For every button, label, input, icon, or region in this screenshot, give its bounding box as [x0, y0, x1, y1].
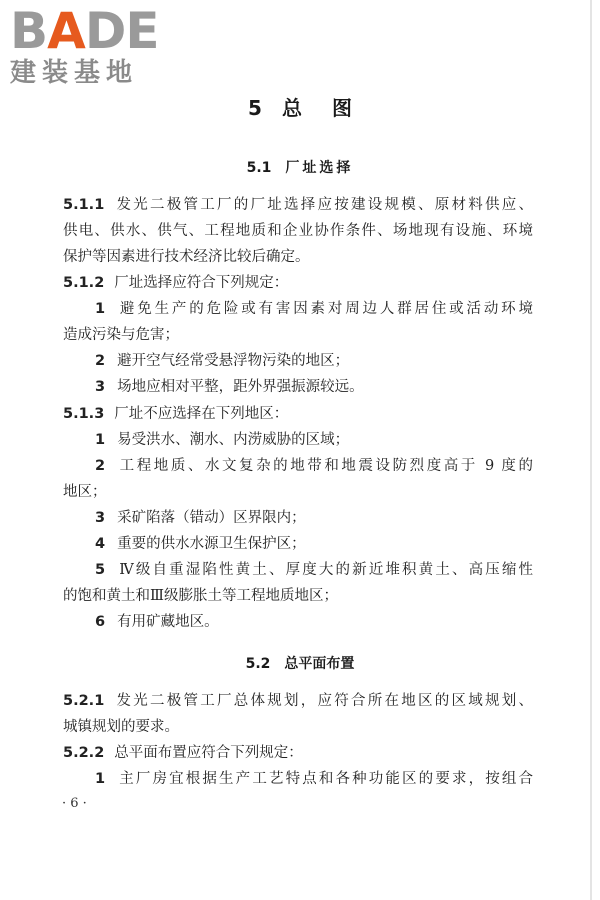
clause-text: 发光二极管工厂的厂址选择应按建设规模、原材料供应、 [114, 197, 533, 213]
item-5-1-3-5-line-2: 的饱和黄土和Ⅲ级膨胀土等工程地质地区； [63, 588, 338, 604]
item-number: 1 [95, 771, 106, 787]
section-title: 总平面布置 [284, 656, 355, 672]
item-5-1-3-1 [95, 431, 533, 449]
clause-5-1-1-line-2: 供电、供水、供气、工程地质和企业协作条件、场地现有设施、环境 [63, 223, 533, 239]
logo-letters-de: DE [84, 2, 159, 60]
item-5-1-2-1-line-1 [95, 300, 533, 318]
page-number: · 6 · [62, 796, 87, 811]
item-text: 采矿陷落（错动）区界限内； [117, 510, 306, 526]
item-5-1-2-3 [95, 378, 533, 396]
page-edge-shadow [590, 0, 592, 900]
logo-letter-b: B [10, 2, 48, 60]
clause-number: 5.2.1 [63, 693, 105, 709]
clause-number: 5.1.3 [63, 406, 105, 422]
item-5-1-3-5-line-1 [95, 561, 533, 579]
chapter-number: 5 [248, 96, 262, 120]
clause-5-1-2 [63, 274, 533, 292]
item-text: 场地应相对平整，距外界强振源较远。 [117, 379, 364, 395]
item-text: 工程地质、水文复杂的地带和地震设防烈度高于 9 度的 [117, 458, 533, 474]
item-5-1-3-2-line-2: 地区； [63, 484, 107, 500]
clause-5-1-3 [63, 405, 533, 423]
section-number: 5.1 [246, 160, 272, 176]
logo-wordmark [10, 2, 159, 60]
item-text: 有用矿藏地区。 [117, 614, 219, 630]
item-number: 2 [95, 353, 106, 369]
clause-number: 5.1.1 [63, 197, 105, 213]
item-number: 1 [95, 432, 106, 448]
item-number: 5 [95, 562, 106, 578]
section-heading-5-2 [0, 653, 600, 673]
clause-text: 总平面布置应符合下列规定： [114, 745, 303, 761]
item-text: 避免生产的危险或有害因素对周边人群居住或活动环境 [117, 301, 533, 317]
item-number: 6 [95, 614, 106, 630]
item-5-1-3-3 [95, 509, 533, 527]
item-text: 避开空气经常受悬浮物污染的地区； [117, 353, 350, 369]
item-text: 主厂房宜根据生产工艺特点和各种功能区的要求，按组合 [117, 771, 533, 787]
clause-text: 发光二极管工厂总体规划，应符合所在地区的区域规划、 [114, 693, 533, 709]
clause-number: 5.1.2 [63, 275, 105, 291]
item-number: 3 [95, 379, 106, 395]
clause-text: 厂址选择应符合下列规定： [114, 275, 289, 291]
item-5-1-2-1-line-2: 造成污染与危害； [63, 327, 179, 343]
item-text: 易受洪水、潮水、内涝威胁的区域； [117, 432, 350, 448]
section-number: 5.2 [245, 656, 271, 672]
logo-letter-a: A [47, 2, 85, 60]
chapter-title [0, 92, 600, 121]
item-5-1-3-4 [95, 535, 533, 553]
bade-logo [10, 2, 159, 88]
item-text: Ⅳ级自重湿陷性黄土、厚度大的新近堆积黄土、高压缩性 [117, 562, 533, 578]
clause-text: 厂址不应选择在下列地区： [114, 406, 289, 422]
item-number: 2 [95, 458, 106, 474]
item-5-2-2-1 [95, 770, 533, 788]
clause-5-2-2 [63, 744, 533, 762]
section-title: 厂址选择 [285, 160, 354, 176]
logo-chinese: 建装基地 [10, 58, 139, 88]
chapter-title-part-2: 图 [331, 96, 352, 120]
item-text: 重要的供水水源卫生保护区； [117, 536, 306, 552]
item-number: 4 [95, 536, 106, 552]
item-number: 1 [95, 301, 106, 317]
item-5-1-3-2-line-1 [95, 457, 533, 475]
clause-5-1-1-line-3: 保护等因素进行技术经济比较后确定。 [63, 249, 310, 265]
clause-5-2-1-line-2: 城镇规划的要求。 [63, 719, 179, 735]
chapter-title-part-1: 总 [281, 96, 302, 120]
clause-5-2-1-line-1 [63, 692, 533, 710]
clause-5-1-1-line-1 [63, 196, 533, 214]
section-heading-5-1 [0, 157, 600, 177]
item-number: 3 [95, 510, 106, 526]
clause-number: 5.2.2 [63, 745, 105, 761]
item-5-1-3-6 [95, 613, 533, 631]
item-5-1-2-2 [95, 352, 533, 370]
